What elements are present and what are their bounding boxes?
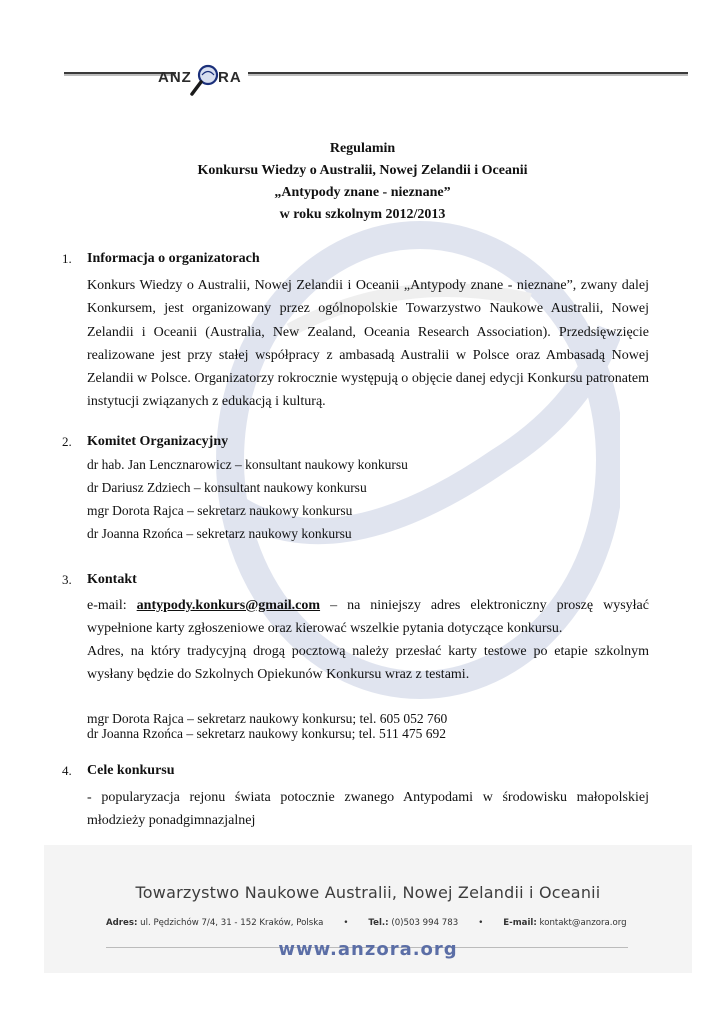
title-line-2: Konkursu Wiedzy o Australii, Nowej Zelandii i Oceanii (197, 163, 528, 178)
svg-text:ANZ: ANZ (158, 69, 192, 86)
footer-tel-label: Tel.: (368, 918, 389, 928)
footer-website-link[interactable]: www.anzora.org (278, 939, 458, 960)
footer-email[interactable]: kontakt@anzora.org (536, 918, 627, 928)
footer-bullet: • (343, 918, 349, 928)
title-line-3: „Antypody znane - nieznane” (274, 185, 451, 200)
section-number: 3. (62, 572, 72, 587)
header-rule-right (248, 72, 688, 74)
section-heading: Komitet Organizacyjny (87, 434, 229, 449)
section-number: 1. (62, 251, 72, 266)
document-title (0, 138, 725, 226)
letterhead-footer (44, 845, 692, 973)
letterhead (44, 38, 692, 108)
title-line-1: Regulamin (329, 141, 396, 156)
title-line-4: w roku szkolnym 2012/2013 (279, 207, 446, 222)
section-number: 4. (62, 763, 72, 778)
contact-phone: mgr Dorota Rajca – sekretarz naukowy konkursu; tel. 605 052 760 (87, 711, 448, 726)
section-text: Konkurs Wiedzy o Australii, Nowej Zelandii i Oceanii „Antypody znane - nieznane”, zwany dalej Konkursem, jest organizowany przez ogólnopolskie Towarzystwo Naukowe Australii, Nowej Zelandii i Oceanii (Australia, New Zealand, Oceania Research Association). Przedsięwzięcie realizowane jest przy stałej współpracy z ambasadą Australii w Polsce oraz Ambasadą Nowej Zelandii w Polsce. Organizatorzy rokrocznie występują o objęcie danej edycji Konkursu patronatem instytucji związanych z edukacją i kulturą. (87, 278, 649, 410)
footer-contact-line (106, 918, 626, 928)
footer-address: ul. Pędzichów 7/4, 31 - 152 Kraków, Polska (137, 918, 324, 928)
section-number: 2. (62, 434, 72, 449)
svg-text:RA: RA (218, 69, 242, 86)
committee-member: dr Joanna Rzońca – sekretarz naukowy konkursu (87, 526, 352, 541)
section-heading: Cele konkursu (87, 763, 175, 778)
section-text: - popularyzacja rejonu świata potocznie zwanego Antypodami w środowisku małopolskiej młodzieży ponadgimnazjalnej (87, 790, 649, 829)
footer-tel: (0)503 994 783 (388, 918, 459, 928)
footer-organization: Towarzystwo Naukowe Australii, Nowej Zelandii i Oceanii (135, 883, 601, 902)
section-heading: Kontakt (87, 572, 137, 587)
email-prefix: e-mail: (87, 598, 137, 613)
email-description: – na niniejszy adres elektroniczny proszę wysyłać wypełnione karty zgłoszeniowe oraz kierować wszelkie pytania dotyczące konkursu. (87, 598, 649, 637)
contact-address-paragraph: Adres, na który tradycyjną drogą pocztową należy przesłać karty testowe po etapie szkolnym wysłany będzie do Szkolnych Opiekunów Konkursu wraz z testami. (87, 644, 649, 683)
committee-member: dr Dariusz Zdziech – konsultant naukowy konkursu (87, 480, 367, 495)
committee-member: dr hab. Jan Lencznarowicz – konsultant naukowy konkursu (87, 457, 408, 472)
footer-email-label: E-mail: (503, 918, 537, 928)
section-heading: Informacja o organizatorach (87, 251, 260, 266)
contact-email-link[interactable]: antypody.konkurs@gmail.com (136, 598, 321, 613)
footer-bullet: • (478, 918, 484, 928)
footer-address-label: Adres: (106, 918, 138, 928)
committee-member: mgr Dorota Rajca – sekretarz naukowy konkursu (87, 503, 353, 518)
contact-phone: dr Joanna Rzońca – sekretarz naukowy konkursu; tel. 511 475 692 (87, 726, 447, 741)
contact-email-paragraph (87, 594, 649, 641)
anzora-logo (158, 58, 246, 98)
